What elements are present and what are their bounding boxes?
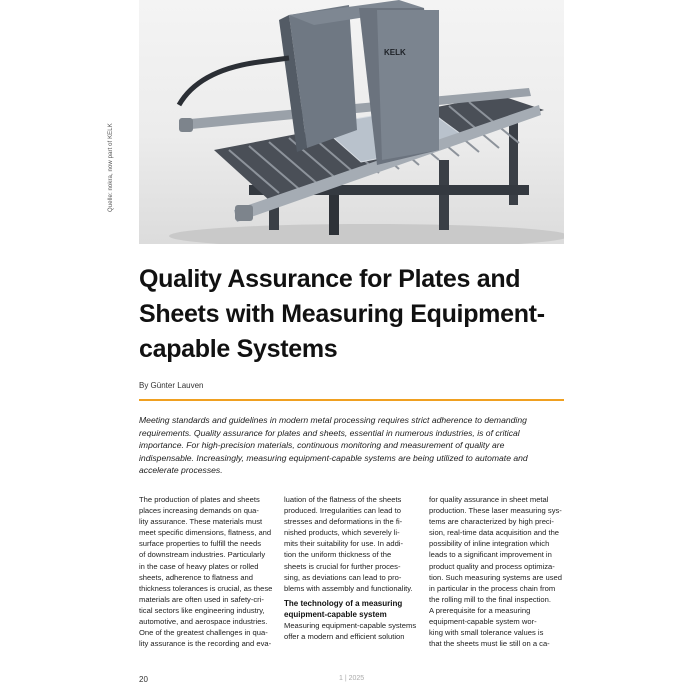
body-line: the rolling mill to the final inspection. [429, 594, 551, 604]
body-line: automotive, and aerospace industries. [139, 617, 268, 627]
body-line: sion, real-time data acquisition and the [429, 528, 560, 538]
body-line: A prerequisite for a measuring [429, 605, 531, 615]
body-column-1 [139, 494, 274, 649]
body-line: king with small tolerance values is [429, 628, 544, 638]
body-line: produced. Irregularities can lead to [284, 506, 401, 516]
body-line: tion the uniform thickness of the [284, 550, 392, 560]
body-line: in particular in the process chain from [429, 583, 556, 593]
body-line: meet specific dimensions, flatness, and [139, 528, 272, 538]
lead-line: importance. For high-precision materials, continuous monitoring and measurement of quality are [139, 440, 505, 451]
body-line: nished products, which severely li- [284, 528, 400, 538]
issue-number: 1 | 2025 [339, 675, 365, 682]
body-line: lity assurance is the recording and eva- [139, 639, 272, 649]
body-line: possibility of inline integration which [429, 539, 550, 549]
body-line: tems are characterized by high preci- [429, 517, 554, 527]
body-line: surface properties to fulfill the needs [139, 539, 261, 549]
article-title [139, 262, 559, 367]
body-line: product quality and process optimiza- [429, 561, 555, 571]
body-line: that the sheets must lie still on a ca- [429, 639, 550, 649]
accent-rule [139, 399, 564, 401]
body-line: of downstream industries. Particularly [139, 550, 266, 560]
body-line: luation of the flatness of the sheets [284, 495, 402, 504]
body-column-2 [284, 494, 419, 642]
body-line: sing, as deviations can lead to pro- [284, 572, 402, 582]
body-line: The production of plates and sheets [139, 495, 260, 504]
lead-line: indispensable. Increasingly, measuring equipment-capable systems are being utilized to automate and [139, 452, 528, 463]
subhead-line: equipment-capable system [284, 609, 387, 619]
body-column-3 [429, 494, 564, 649]
body-line: thickness tolerances is crucial, as these [139, 583, 273, 593]
body-line: sheets is crucial for further proces- [284, 561, 401, 571]
kelk-logo: KELK [384, 48, 406, 57]
body-line: places increasing demands on qua- [139, 506, 259, 516]
body-line: tical sectors like engineering industry, [139, 605, 265, 615]
lead-line: accelerate processes. [139, 465, 223, 476]
subhead-line: The technology of a measuring [284, 598, 403, 608]
lead-paragraph [139, 414, 564, 477]
measuring-machine-illustration [139, 0, 564, 244]
body-line: production. These laser measuring sys- [429, 506, 562, 516]
body-line: equipment-capable system wor- [429, 617, 537, 627]
body-line: leads to a significant improvement in [429, 550, 552, 560]
lead-line: Meeting standards and guidelines in modern metal processing requires strict adherence to demanding [139, 415, 527, 425]
section-subhead [284, 598, 419, 620]
body-line: tion. Such measuring systems are used [429, 572, 562, 582]
body-line: Measuring equipment-capable systems [284, 620, 417, 630]
body-line: materials are often used in safety-cri- [139, 594, 264, 604]
body-line: sheets, adherence to flatness and [139, 572, 253, 582]
title-line: Quality Assurance for Plates and [139, 265, 521, 293]
body-line: blems with assembly and functionality. [284, 583, 413, 593]
title-line: Sheets with Measuring Equipment- [139, 300, 545, 328]
lead-line: requirements. Quality assurance for plates and sheets, essential in numerous industries, is of critical [139, 427, 520, 438]
body-line: lity assurance. These materials must [139, 517, 263, 527]
body-line: One of the greatest challenges in qua- [139, 628, 268, 638]
body-line: offer a modern and efficient solution [284, 631, 405, 641]
page-number: 20 [139, 675, 148, 684]
body-line: stresses and deformations in the fi- [284, 517, 403, 527]
image-credit: Quelle: nokra, now part of KELK [108, 123, 114, 212]
body-line: in the case of heavy plates or rolled [139, 561, 259, 571]
body-line: for quality assurance in sheet metal [429, 495, 549, 504]
hero-photo [139, 0, 564, 244]
title-line: capable Systems [139, 335, 338, 363]
body-line: mits their suitability for use. In addi- [284, 539, 404, 549]
byline: By Günter Lauven [139, 381, 204, 390]
